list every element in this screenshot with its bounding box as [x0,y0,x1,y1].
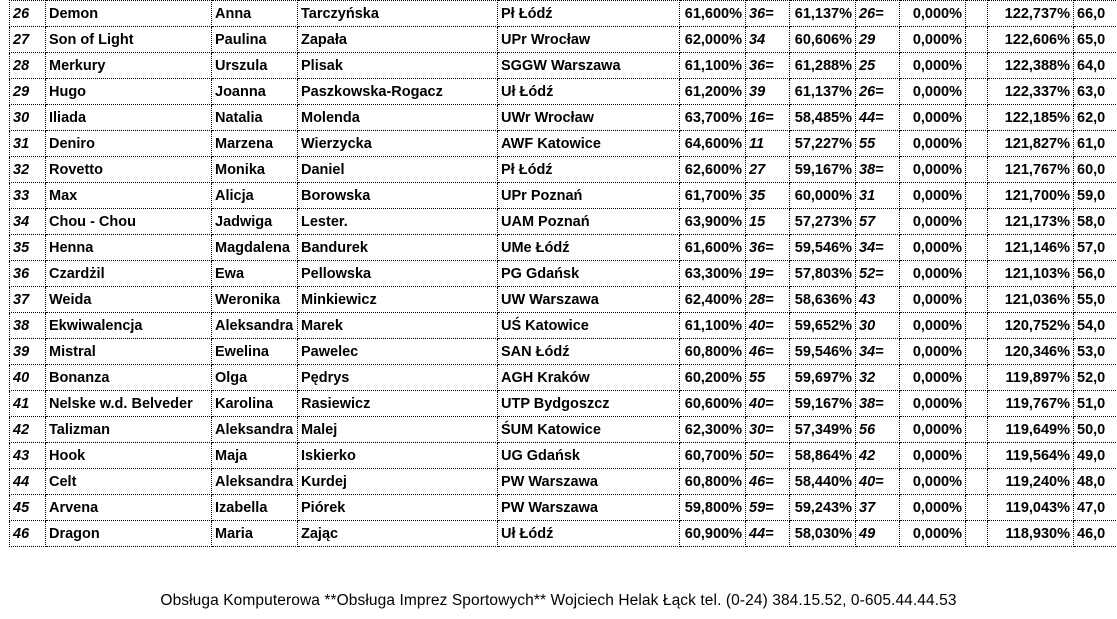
cell-points: 54,0 [1074,313,1117,339]
cell-points: 50,0 [1074,417,1117,443]
cell-total: 119,043% [988,495,1074,521]
cell-score-3: 0,000% [900,339,966,365]
cell-spacer [966,313,988,339]
table-row [10,183,1117,209]
cell-points: 64,0 [1074,53,1117,79]
cell-score-2: 59,697% [790,365,856,391]
cell-last-name: Minkiewicz [298,287,498,313]
cell-spacer [966,521,988,547]
table-row [10,469,1117,495]
cell-score-3: 0,000% [900,261,966,287]
cell-spacer [966,495,988,521]
cell-horse-name: Max [46,183,212,209]
cell-rank: 38 [10,313,46,339]
cell-first-name: Ewa [212,261,298,287]
cell-horse-name: Chou - Chou [46,209,212,235]
cell-points: 59,0 [1074,183,1117,209]
cell-points: 49,0 [1074,443,1117,469]
table-row [10,339,1117,365]
cell-score-1: 60,600% [680,391,746,417]
cell-place-1: 27 [746,157,790,183]
cell-points: 52,0 [1074,365,1117,391]
cell-score-1: 61,600% [680,1,746,27]
cell-score-2: 58,485% [790,105,856,131]
table-row [10,313,1117,339]
cell-place-1: 46= [746,339,790,365]
cell-total: 120,752% [988,313,1074,339]
table-row [10,417,1117,443]
cell-first-name: Paulina [212,27,298,53]
cell-score-3: 0,000% [900,1,966,27]
cell-rank: 30 [10,105,46,131]
cell-score-1: 60,700% [680,443,746,469]
cell-total: 122,737% [988,1,1074,27]
cell-spacer [966,131,988,157]
cell-horse-name: Rovetto [46,157,212,183]
cell-first-name: Jadwiga [212,209,298,235]
cell-spacer [966,469,988,495]
cell-total: 118,930% [988,521,1074,547]
cell-total: 122,606% [988,27,1074,53]
cell-last-name: Bandurek [298,235,498,261]
table-row [10,157,1117,183]
cell-score-1: 62,400% [680,287,746,313]
cell-spacer [966,105,988,131]
cell-place-1: 19= [746,261,790,287]
cell-place-2: 55 [856,131,900,157]
cell-points: 62,0 [1074,105,1117,131]
cell-place-1: 16= [746,105,790,131]
cell-place-2: 31 [856,183,900,209]
cell-spacer [966,287,988,313]
cell-club: PG Gdańsk [498,261,680,287]
cell-club: UMe Łódź [498,235,680,261]
cell-last-name: Zając [298,521,498,547]
cell-score-3: 0,000% [900,469,966,495]
cell-rank: 29 [10,79,46,105]
cell-horse-name: Weida [46,287,212,313]
cell-score-2: 58,636% [790,287,856,313]
cell-points: 63,0 [1074,79,1117,105]
cell-score-1: 60,900% [680,521,746,547]
cell-place-1: 36= [746,235,790,261]
cell-last-name: Paszkowska-Rogacz [298,79,498,105]
cell-score-1: 60,200% [680,365,746,391]
cell-spacer [966,235,988,261]
table-row [10,287,1117,313]
table-row [10,53,1117,79]
cell-last-name: Pawelec [298,339,498,365]
cell-total: 121,767% [988,157,1074,183]
cell-last-name: Pędrys [298,365,498,391]
cell-horse-name: Bonanza [46,365,212,391]
cell-place-2: 32 [856,365,900,391]
cell-score-1: 62,000% [680,27,746,53]
table-row [10,365,1117,391]
footer-credit: Obsługa Komputerowa **Obsługa Imprez Sportowych** Wojciech Helak Łąck tel. (0-24) 384.15.52, 0-605.44.44.53 [160,592,957,609]
cell-first-name: Ewelina [212,339,298,365]
cell-last-name: Zapała [298,27,498,53]
cell-place-1: 36= [746,1,790,27]
cell-score-3: 0,000% [900,27,966,53]
cell-place-1: 35 [746,183,790,209]
cell-points: 47,0 [1074,495,1117,521]
cell-score-2: 60,000% [790,183,856,209]
cell-rank: 42 [10,417,46,443]
cell-score-3: 0,000% [900,79,966,105]
cell-horse-name: Henna [46,235,212,261]
cell-first-name: Anna [212,1,298,27]
cell-points: 55,0 [1074,287,1117,313]
cell-horse-name: Merkury [46,53,212,79]
cell-place-2: 38= [856,391,900,417]
cell-score-2: 59,243% [790,495,856,521]
cell-score-2: 61,137% [790,79,856,105]
cell-points: 58,0 [1074,209,1117,235]
cell-place-2: 57 [856,209,900,235]
cell-total: 119,897% [988,365,1074,391]
cell-score-3: 0,000% [900,183,966,209]
cell-score-1: 63,700% [680,105,746,131]
cell-score-2: 59,546% [790,235,856,261]
cell-place-2: 42 [856,443,900,469]
cell-rank: 40 [10,365,46,391]
cell-place-2: 25 [856,53,900,79]
table-row [10,235,1117,261]
cell-place-2: 43 [856,287,900,313]
cell-club: UTP Bydgoszcz [498,391,680,417]
cell-total: 119,649% [988,417,1074,443]
cell-club: Pł Łódź [498,1,680,27]
cell-place-1: 44= [746,521,790,547]
cell-score-2: 59,167% [790,391,856,417]
cell-last-name: Iskierko [298,443,498,469]
cell-score-3: 0,000% [900,53,966,79]
cell-first-name: Izabella [212,495,298,521]
cell-first-name: Aleksandra [212,313,298,339]
cell-horse-name: Mistral [46,339,212,365]
results-table-body [10,1,1117,547]
cell-place-2: 26= [856,1,900,27]
cell-score-3: 0,000% [900,313,966,339]
cell-last-name: Piórek [298,495,498,521]
cell-score-1: 64,600% [680,131,746,157]
cell-score-1: 60,800% [680,339,746,365]
cell-score-1: 61,600% [680,235,746,261]
table-row [10,27,1117,53]
cell-first-name: Aleksandra [212,417,298,443]
cell-spacer [966,365,988,391]
cell-horse-name: Arvena [46,495,212,521]
results-table [9,0,1117,547]
cell-points: 60,0 [1074,157,1117,183]
cell-score-1: 59,800% [680,495,746,521]
cell-horse-name: Czardżil [46,261,212,287]
cell-points: 51,0 [1074,391,1117,417]
cell-place-2: 34= [856,235,900,261]
cell-place-2: 30 [856,313,900,339]
cell-place-1: 36= [746,53,790,79]
cell-place-1: 46= [746,469,790,495]
cell-total: 121,146% [988,235,1074,261]
cell-points: 56,0 [1074,261,1117,287]
cell-score-1: 61,200% [680,79,746,105]
cell-score-1: 61,100% [680,313,746,339]
cell-rank: 46 [10,521,46,547]
cell-rank: 41 [10,391,46,417]
cell-score-3: 0,000% [900,443,966,469]
cell-club: UPr Poznań [498,183,680,209]
cell-rank: 27 [10,27,46,53]
cell-rank: 39 [10,339,46,365]
cell-club: Uł Łódź [498,79,680,105]
cell-score-2: 58,030% [790,521,856,547]
cell-score-1: 63,900% [680,209,746,235]
cell-points: 66,0 [1074,1,1117,27]
cell-place-2: 38= [856,157,900,183]
cell-score-2: 59,546% [790,339,856,365]
cell-place-1: 40= [746,313,790,339]
cell-points: 46,0 [1074,521,1117,547]
cell-place-1: 34 [746,27,790,53]
cell-score-1: 61,700% [680,183,746,209]
cell-total: 122,388% [988,53,1074,79]
cell-score-2: 57,349% [790,417,856,443]
cell-rank: 31 [10,131,46,157]
table-row [10,131,1117,157]
cell-club: AGH Kraków [498,365,680,391]
cell-total: 121,036% [988,287,1074,313]
cell-total: 119,767% [988,391,1074,417]
cell-horse-name: Hook [46,443,212,469]
cell-place-2: 49 [856,521,900,547]
cell-score-3: 0,000% [900,495,966,521]
cell-total: 119,240% [988,469,1074,495]
cell-score-2: 57,803% [790,261,856,287]
table-row [10,1,1117,27]
cell-spacer [966,1,988,27]
cell-rank: 43 [10,443,46,469]
cell-horse-name: Son of Light [46,27,212,53]
cell-rank: 44 [10,469,46,495]
cell-place-1: 55 [746,365,790,391]
cell-last-name: Pellowska [298,261,498,287]
cell-points: 65,0 [1074,27,1117,53]
cell-score-2: 58,864% [790,443,856,469]
table-row [10,79,1117,105]
cell-club: UŚ Katowice [498,313,680,339]
cell-rank: 34 [10,209,46,235]
cell-place-1: 40= [746,391,790,417]
cell-place-2: 26= [856,79,900,105]
cell-score-2: 60,606% [790,27,856,53]
cell-place-1: 28= [746,287,790,313]
cell-total: 122,185% [988,105,1074,131]
cell-score-1: 60,800% [680,469,746,495]
cell-last-name: Marek [298,313,498,339]
cell-total: 122,337% [988,79,1074,105]
cell-place-2: 44= [856,105,900,131]
cell-score-2: 59,167% [790,157,856,183]
cell-place-2: 40= [856,469,900,495]
cell-rank: 33 [10,183,46,209]
cell-place-2: 37 [856,495,900,521]
cell-score-3: 0,000% [900,391,966,417]
cell-spacer [966,339,988,365]
cell-place-1: 50= [746,443,790,469]
cell-place-1: 59= [746,495,790,521]
cell-club: SGGW Warszawa [498,53,680,79]
cell-horse-name: Talizman [46,417,212,443]
cell-score-1: 63,300% [680,261,746,287]
cell-first-name: Alicja [212,183,298,209]
cell-rank: 35 [10,235,46,261]
cell-points: 57,0 [1074,235,1117,261]
cell-club: PW Warszawa [498,495,680,521]
cell-rank: 36 [10,261,46,287]
table-row [10,443,1117,469]
cell-points: 48,0 [1074,469,1117,495]
cell-club: UPr Wrocław [498,27,680,53]
cell-spacer [966,79,988,105]
cell-first-name: Karolina [212,391,298,417]
cell-place-1: 15 [746,209,790,235]
cell-score-1: 62,600% [680,157,746,183]
cell-last-name: Malej [298,417,498,443]
cell-total: 121,103% [988,261,1074,287]
cell-score-3: 0,000% [900,521,966,547]
cell-place-1: 30= [746,417,790,443]
cell-spacer [966,417,988,443]
cell-place-2: 56 [856,417,900,443]
cell-last-name: Lester. [298,209,498,235]
cell-total: 121,700% [988,183,1074,209]
cell-score-2: 57,273% [790,209,856,235]
cell-score-2: 59,652% [790,313,856,339]
cell-score-3: 0,000% [900,209,966,235]
cell-place-1: 39 [746,79,790,105]
cell-last-name: Borowska [298,183,498,209]
cell-score-1: 61,100% [680,53,746,79]
cell-club: UG Gdańsk [498,443,680,469]
cell-spacer [966,261,988,287]
table-row [10,105,1117,131]
cell-first-name: Maja [212,443,298,469]
cell-place-2: 29 [856,27,900,53]
cell-first-name: Magdalena [212,235,298,261]
cell-first-name: Marzena [212,131,298,157]
cell-club: SAN Łódź [498,339,680,365]
cell-points: 53,0 [1074,339,1117,365]
cell-club: UAM Poznań [498,209,680,235]
cell-horse-name: Celt [46,469,212,495]
cell-horse-name: Iliada [46,105,212,131]
cell-first-name: Natalia [212,105,298,131]
cell-rank: 26 [10,1,46,27]
cell-first-name: Monika [212,157,298,183]
cell-club: UW Warszawa [498,287,680,313]
cell-first-name: Weronika [212,287,298,313]
cell-place-2: 52= [856,261,900,287]
cell-rank: 37 [10,287,46,313]
cell-spacer [966,27,988,53]
cell-horse-name: Dragon [46,521,212,547]
cell-last-name: Tarczyńska [298,1,498,27]
cell-score-2: 61,288% [790,53,856,79]
cell-last-name: Plisak [298,53,498,79]
cell-spacer [966,443,988,469]
cell-total: 120,346% [988,339,1074,365]
table-row [10,521,1117,547]
table-row [10,209,1117,235]
cell-spacer [966,391,988,417]
cell-total: 119,564% [988,443,1074,469]
cell-place-1: 11 [746,131,790,157]
cell-first-name: Maria [212,521,298,547]
cell-score-3: 0,000% [900,365,966,391]
cell-total: 121,827% [988,131,1074,157]
cell-first-name: Urszula [212,53,298,79]
cell-score-3: 0,000% [900,131,966,157]
table-row [10,495,1117,521]
cell-horse-name: Hugo [46,79,212,105]
table-row [10,391,1117,417]
cell-last-name: Wierzycka [298,131,498,157]
cell-first-name: Joanna [212,79,298,105]
cell-first-name: Olga [212,365,298,391]
cell-club: ŚUM Katowice [498,417,680,443]
cell-horse-name: Demon [46,1,212,27]
cell-rank: 45 [10,495,46,521]
cell-score-3: 0,000% [900,105,966,131]
table-row [10,261,1117,287]
cell-spacer [966,209,988,235]
cell-last-name: Daniel [298,157,498,183]
cell-club: Pł Łódź [498,157,680,183]
cell-spacer [966,157,988,183]
cell-score-3: 0,000% [900,157,966,183]
cell-last-name: Molenda [298,105,498,131]
cell-first-name: Aleksandra [212,469,298,495]
cell-spacer [966,183,988,209]
cell-horse-name: Ekwiwalencja [46,313,212,339]
cell-horse-name: Deniro [46,131,212,157]
cell-score-3: 0,000% [900,417,966,443]
cell-score-2: 61,137% [790,1,856,27]
cell-last-name: Kurdej [298,469,498,495]
cell-club: UWr Wrocław [498,105,680,131]
cell-club: Uł Łódź [498,521,680,547]
cell-score-3: 0,000% [900,287,966,313]
cell-score-2: 58,440% [790,469,856,495]
cell-score-2: 57,227% [790,131,856,157]
cell-points: 61,0 [1074,131,1117,157]
cell-place-2: 34= [856,339,900,365]
cell-score-3: 0,000% [900,235,966,261]
cell-last-name: Rasiewicz [298,391,498,417]
cell-score-1: 62,300% [680,417,746,443]
cell-club: PW Warszawa [498,469,680,495]
cell-rank: 32 [10,157,46,183]
cell-club: AWF Katowice [498,131,680,157]
cell-horse-name: Nelske w.d. Belveder [46,391,212,417]
cell-rank: 28 [10,53,46,79]
cell-spacer [966,53,988,79]
cell-total: 121,173% [988,209,1074,235]
